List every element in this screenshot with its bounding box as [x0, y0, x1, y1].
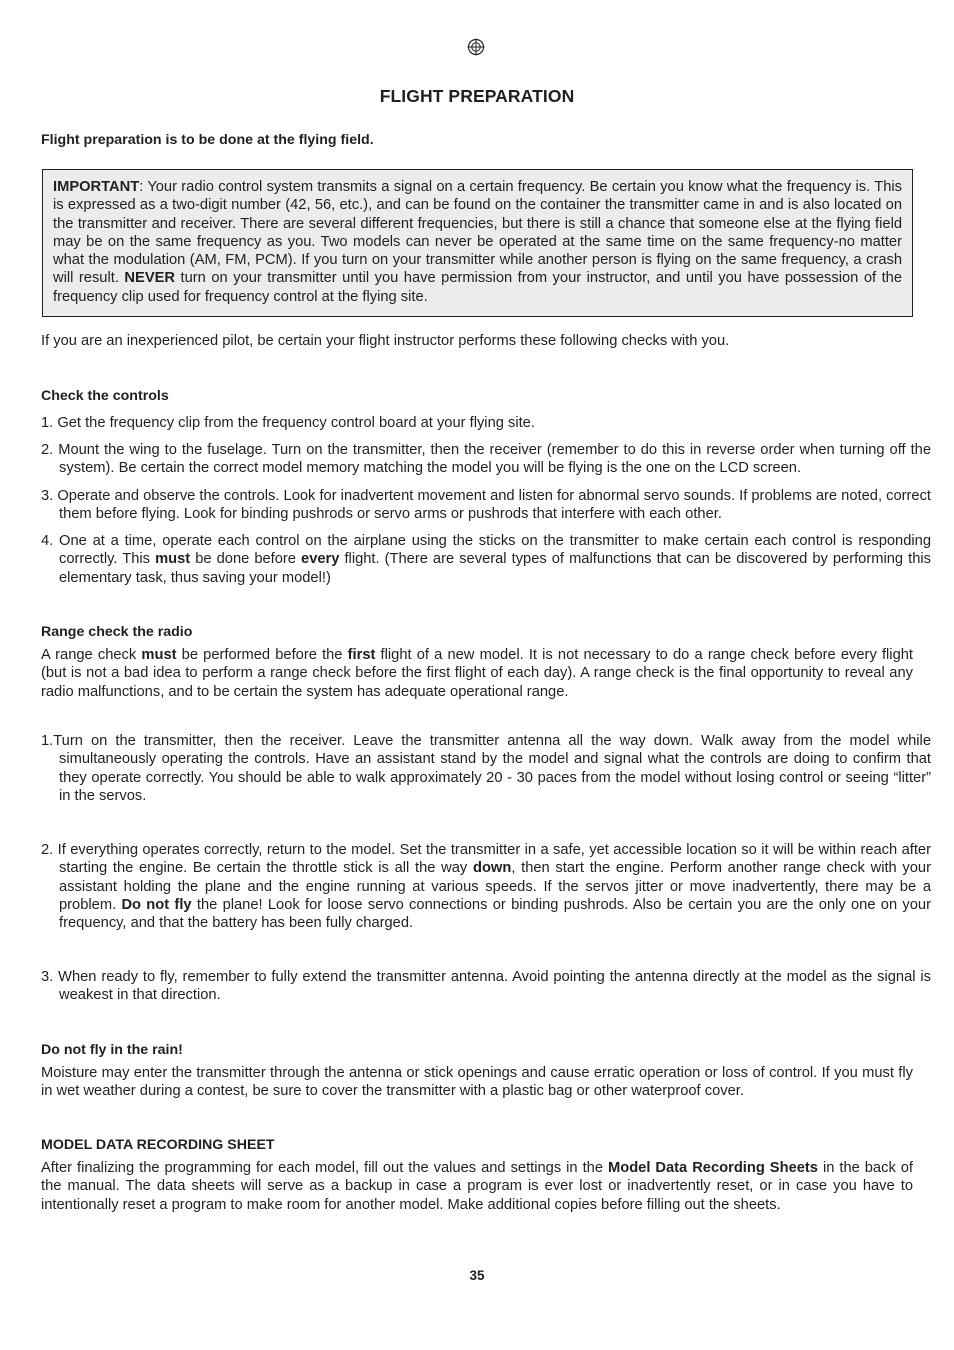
range-check-item-2 — [41, 841, 931, 932]
never-emphasis: NEVER — [124, 270, 176, 287]
model-data-heading: MODEL DATA RECORDING SHEET — [41, 1137, 275, 1153]
range-text-a: A range check — [41, 647, 142, 663]
down-emphasis: down — [472, 860, 512, 877]
check-controls-heading: Check the controls — [41, 388, 169, 404]
first-emphasis: first — [347, 647, 376, 663]
important-label: IMPORTANT — [53, 179, 140, 195]
range-item2-text-a: 2. If everything operates correctly, return to the model. Set the transmitter in a safe, yet accessible location so it will be within reach after starting the engine. Be certain the throttle stick is all the way — [41, 842, 931, 877]
intro-heading: Flight preparation is to be done at the flying field. — [41, 132, 374, 148]
page-title: FLIGHT PREPARATION — [379, 86, 575, 106]
range-item2-text-c: the plane! Look for loose servo connections or binding pushrods. Also be certain you are the only one on your frequency, and that the battery has been fully charged. — [59, 896, 931, 932]
inexperienced-pilot-text: If you are an inexperienced pilot, be certain your flight instructor performs these following checks with you. — [41, 333, 730, 349]
page-number: 35 — [469, 1268, 485, 1283]
check-controls-item-3: 3. Operate and observe the controls. Look for inadvertent movement and listen for abnormal servo sounds. If problems are noted, correct them before flying. Look for binding pushrods or servo arms or pushrods that interfere with each other. — [41, 488, 931, 523]
range-check-item-3: 3. When ready to fly, remember to fully extend the transmitter antenna. Avoid pointing the antenna directly at the model as the signal is weakest in that direction. — [41, 969, 931, 1004]
check-controls-item-2: 2. Mount the wing to the fuselage. Turn on the transmitter, then the receiver (remember to do this in reverse order when turning off the system). Be certain the correct model memory matching the model you will be flying is the one on the LCD screen. — [41, 442, 931, 477]
item4-text-b: be done before — [190, 551, 302, 568]
rain-text: Moisture may enter the transmitter through the antenna or stick openings and cause erratic operation or loss of control. If you must fly in wet weather during a contest, be sure to cover the transmitter with a plastic bag or other waterproof cover. — [41, 1065, 913, 1100]
range-check-intro — [41, 646, 913, 701]
important-text-2: turn on your transmitter until you have permission from your instructor, and until you have possession of the frequency clip used for frequency control at the flying site. — [53, 270, 902, 305]
every-emphasis: every — [301, 551, 340, 568]
check-controls-item-1: 1. Get the frequency clip from the frequency control board at your flying site. — [41, 415, 535, 431]
important-text-1: : Your radio control system transmits a signal on a certain frequency. Be certain you know what the frequency is. This is expressed as a two-digit number (42, 56, etc.), and can be found on the container the transmitter came in and is also located on the transmitter and receiver. There are several different frequencies, but there is still a chance that someone else at the flying field may be on the same frequency as you. Two models can never be operated at the same time on the same frequency-no matter what the modulation (AM, FM, PCM). If you turn on your transmitter while another person is flying on the same frequency, a crash will result. — [53, 179, 902, 287]
range-check-item-1: 1.Turn on the transmitter, then the receiver. Leave the transmitter antenna all the way down. Walk away from the model while simultaneously operating the controls. Have an assistant stand by the model and signal what the controls are doing to confirm that they operate correctly. You should be able to walk approximately 20 - 30 paces from the model without losing control or seeing “litter” in the servos. — [41, 733, 931, 804]
range-check-heading: Range check the radio — [41, 624, 193, 640]
do-not-fly-emphasis: Do not fly — [121, 896, 192, 913]
range-text-b: be performed before the — [176, 647, 348, 663]
check-controls-item-4 — [41, 532, 931, 587]
recording-sheets-emphasis: Model Data Recording Sheets — [607, 1160, 818, 1176]
model-data-text-a: After finalizing the programming for each model, fill out the values and settings in the — [41, 1160, 608, 1176]
must-emphasis: must — [155, 551, 191, 568]
range-text-c: flight of a new model. It is not necessary to do a range check before every flight (but is not a bad idea to perform a range check before the first flight of each day). A range check is the final opportunity to reveal any radio malfunctions, and to be certain the system has adequate operational range. — [41, 647, 913, 700]
model-data-text — [41, 1159, 913, 1214]
important-notice-box — [42, 169, 913, 317]
range-item2-text-b: , then start the engine. Perform another range check with your assistant holding the plane and the engine running at various speeds. If the servos jitter or move inadvertently, there may be a problem. — [59, 860, 931, 913]
item4-text-a: 4. One at a time, operate each control on the airplane using the sticks on the transmitter to make certain each control is responding correctly. This — [41, 533, 931, 568]
item4-text-c: flight. (There are several types of malfunctions that can be discovered by performing this elementary task, thus saving your model!) — [59, 551, 931, 586]
rain-heading: Do not fly in the rain! — [41, 1042, 183, 1058]
must-emphasis: must — [141, 647, 177, 663]
model-data-text-b: in the back of the manual. The data sheets will serve as a backup in case a program is ever lost or inadvertently reset, or in case you have to intentionally reset a program to make room for another model. Make additional copies before filling out the sheets. — [41, 1160, 914, 1213]
registration-mark-icon — [467, 38, 485, 56]
